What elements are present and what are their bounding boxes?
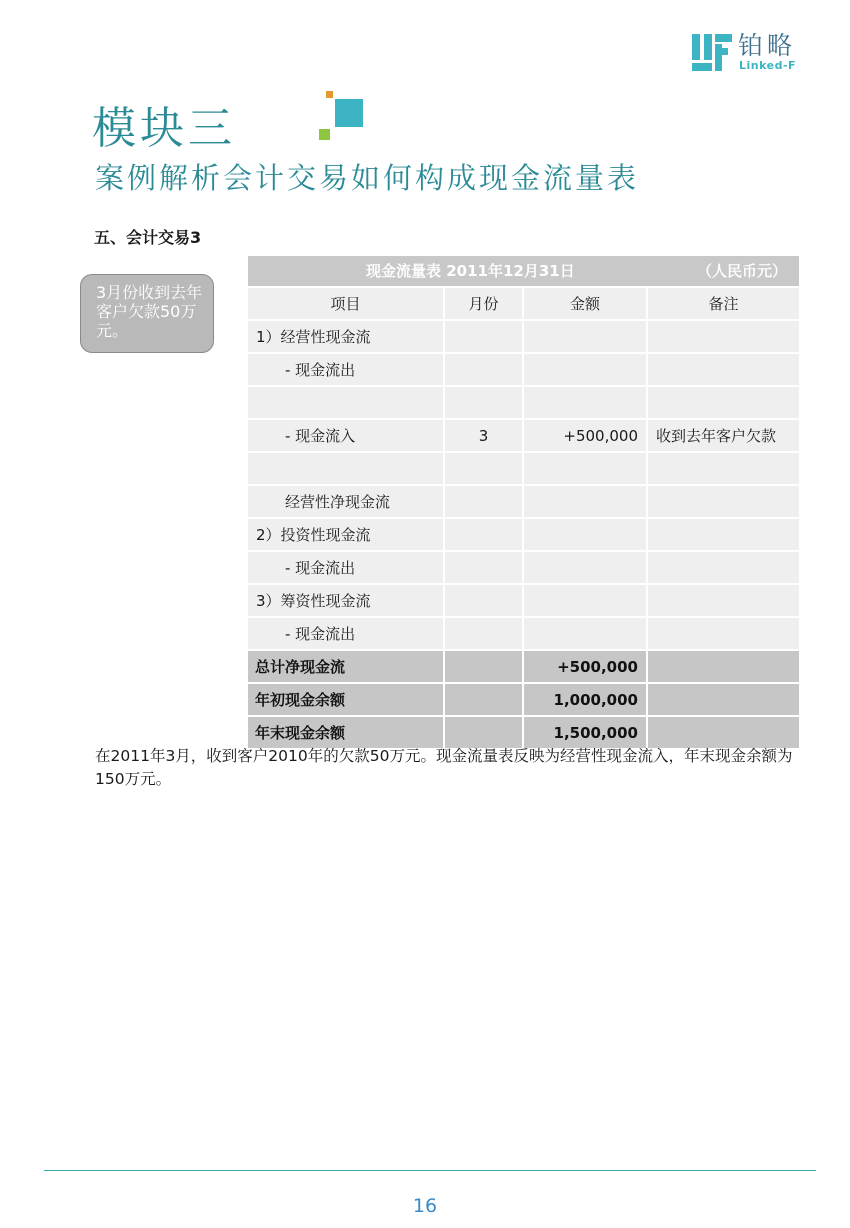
row-note: [647, 584, 800, 617]
row-amount: [523, 386, 647, 419]
page-number: 16: [412, 1195, 438, 1217]
row-amount: [523, 584, 647, 617]
row-month: [444, 452, 523, 485]
column-header-note: 备注: [647, 287, 800, 320]
decor-square-green: [319, 129, 330, 140]
row-item: 3）筹资性现金流: [247, 584, 444, 617]
decor-square-teal: [335, 99, 363, 127]
table-unit: （人民币元）: [696, 262, 787, 280]
row-amount: [523, 551, 647, 584]
row-item: [247, 386, 444, 419]
module-title: 模块三: [92, 103, 236, 154]
row-amount: [523, 617, 647, 650]
row-month: 3: [444, 419, 523, 452]
callout-box: [80, 274, 214, 353]
row-month: [444, 485, 523, 518]
row-note: [647, 320, 800, 353]
row-amount: [523, 320, 647, 353]
column-header-amount: 金额: [523, 287, 647, 320]
callout-text: 3月份收到去年客户欠款50万元。: [96, 283, 203, 340]
row-month: [444, 518, 523, 551]
brand-logo: [692, 32, 812, 76]
description-text: 在2011年3月，收到客户2010年的欠款50万元。现金流量表反映为经营性现金流入，年末现金余额为150万元。: [95, 747, 793, 788]
row-item: 1）经营性现金流: [247, 320, 444, 353]
table-row: [247, 518, 800, 551]
total-month: [444, 683, 523, 716]
table-row: [247, 452, 800, 485]
table-row: [247, 485, 800, 518]
table-row: [247, 584, 800, 617]
linked-f-logo-icon: [692, 34, 732, 72]
table-title-row: [247, 255, 800, 287]
section-heading: 五、会计交易3: [94, 228, 202, 247]
table-row: [247, 617, 800, 650]
row-note: 收到去年客户欠款: [647, 419, 800, 452]
row-amount: [523, 518, 647, 551]
total-note: [647, 650, 800, 683]
row-item: 经营性净现金流: [247, 485, 444, 518]
row-amount: [523, 485, 647, 518]
row-item: [247, 452, 444, 485]
row-item: 2）投资性现金流: [247, 518, 444, 551]
row-month: [444, 320, 523, 353]
row-item: - 现金流出: [247, 617, 444, 650]
row-item: - 现金流出: [247, 353, 444, 386]
row-note: [647, 551, 800, 584]
footer-divider: [44, 1170, 816, 1171]
total-amount: 1,500,000: [523, 716, 647, 749]
cash-flow-table: [246, 254, 801, 750]
row-note: [647, 485, 800, 518]
row-month: [444, 353, 523, 386]
total-amount: +500,000: [523, 650, 647, 683]
row-note: [647, 386, 800, 419]
table-row: [247, 386, 800, 419]
row-month: [444, 584, 523, 617]
total-amount: 1,000,000: [523, 683, 647, 716]
brand-name-en: Linked-F: [739, 59, 797, 72]
column-header-item: 项目: [247, 287, 444, 320]
table-row: [247, 419, 800, 452]
module-subtitle: 案例解析会计交易如何构成现金流量表: [95, 161, 640, 195]
row-month: [444, 386, 523, 419]
table-row: [247, 551, 800, 584]
total-item: 总计净现金流: [247, 650, 444, 683]
row-note: [647, 353, 800, 386]
total-item: 年末现金余额: [247, 716, 444, 749]
table-row: [247, 320, 800, 353]
table-title: 现金流量表 2011年12月31日: [366, 262, 575, 280]
row-amount: +500,000: [523, 419, 647, 452]
row-note: [647, 617, 800, 650]
table-header-row: [247, 287, 800, 320]
row-note: [647, 452, 800, 485]
total-month: [444, 650, 523, 683]
total-item: 年初现金余额: [247, 683, 444, 716]
total-note: [647, 683, 800, 716]
row-amount: [523, 452, 647, 485]
row-amount: [523, 353, 647, 386]
row-item: - 现金流入: [247, 419, 444, 452]
row-month: [444, 551, 523, 584]
total-row: [247, 683, 800, 716]
row-month: [444, 617, 523, 650]
total-row: [247, 650, 800, 683]
row-note: [647, 518, 800, 551]
brand-name-cn: 铂略: [738, 31, 797, 60]
decor-square-orange: [326, 91, 333, 98]
column-header-month: 月份: [444, 287, 523, 320]
table-row: [247, 353, 800, 386]
row-item: - 现金流出: [247, 551, 444, 584]
